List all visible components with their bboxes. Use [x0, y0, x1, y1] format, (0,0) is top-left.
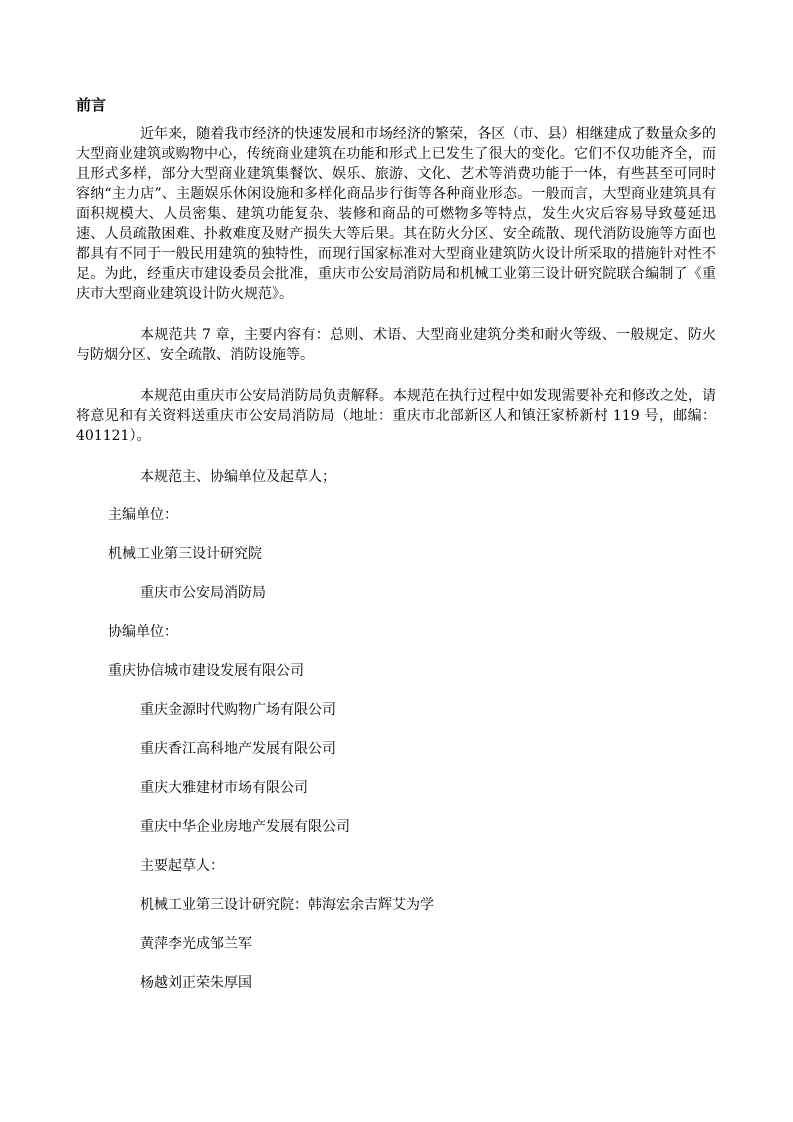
- section-title: 前言: [76, 96, 107, 114]
- intro-paragraph: 近年来，随着我市经济的快速发展和市场经济的繁荣，各区（市、县）相继建成了数量众多的大型商业建筑或购物中心，传统商业建筑在功能和形式上已发生了很大的变化。它们不仅功能齐全，而且形式多样，部分大型商业建筑集餐饮、娱乐、旅游、文化、艺术等消费功能于一体，有些甚至可同时容纳“主力店”、主题娱乐休闲设施和多样化商品步行街等各种商业形态。一般而言，大型商业建筑具有面积规模大、人员密集、建筑功能复杂、装修和商品的可燃物多等特点，发生火灾后容易导致蔓延迅速、人员疏散困难、扑救难度及财产损失大等后果。其在防火分区、安全疏散、现代消防设施等方面也都具有不同于一般民用建筑的独特性，而现行国家标准对大型商业建筑防火设计所采取的措施针对性不足。为此，经重庆市建设委员会批准，重庆市公安局消防局和机械工业第三设计研究院联合编制了《重庆市大型商业建筑设计防火规范》。: [76, 126, 716, 302]
- list-item: 重庆大雅建材市场有限公司: [140, 780, 308, 796]
- list-item: 协编单位：: [108, 624, 178, 640]
- list-item: 主编单位：: [108, 507, 178, 523]
- list-item: 机械工业第三设计研究院: [108, 546, 262, 562]
- list-item: 重庆市公安局消防局: [140, 585, 266, 601]
- list-item: 重庆香江高科地产发展有限公司: [140, 741, 336, 757]
- list-item: 重庆协信城市建设发展有限公司: [108, 663, 304, 679]
- list-item: 黄萍李光成邹兰军: [140, 936, 252, 952]
- list-item: 重庆中华企业房地产发展有限公司: [140, 819, 350, 835]
- drafters-intro-paragraph: 本规范主、协编单位及起草人；: [140, 469, 336, 485]
- interpretation-paragraph: 本规范由重庆市公安局消防局负责解释。本规范在执行过程中如发现需要补充和修改之处，请将意见和有关资料送重庆市公安局消防局（地址：重庆市北部新区人和镇汪家桥新村 119 号，邮编：401121）。: [76, 388, 716, 444]
- list-item: 主要起草人：: [140, 858, 224, 874]
- list-item: 重庆金源时代购物广场有限公司: [140, 702, 336, 718]
- document-page: [76, 94, 716, 993]
- contents-paragraph: 本规范共 7 章，主要内容有：总则、术语、大型商业建筑分类和耐火等级、一般规定、防火与防烟分区、安全疏散、消防设施等。: [76, 327, 716, 363]
- drafting-units-list: [76, 505, 716, 993]
- list-item: 机械工业第三设计研究院：韩海宏余吉辉艾为学: [140, 897, 434, 913]
- list-item: 杨越刘正荣朱厚国: [140, 975, 252, 991]
